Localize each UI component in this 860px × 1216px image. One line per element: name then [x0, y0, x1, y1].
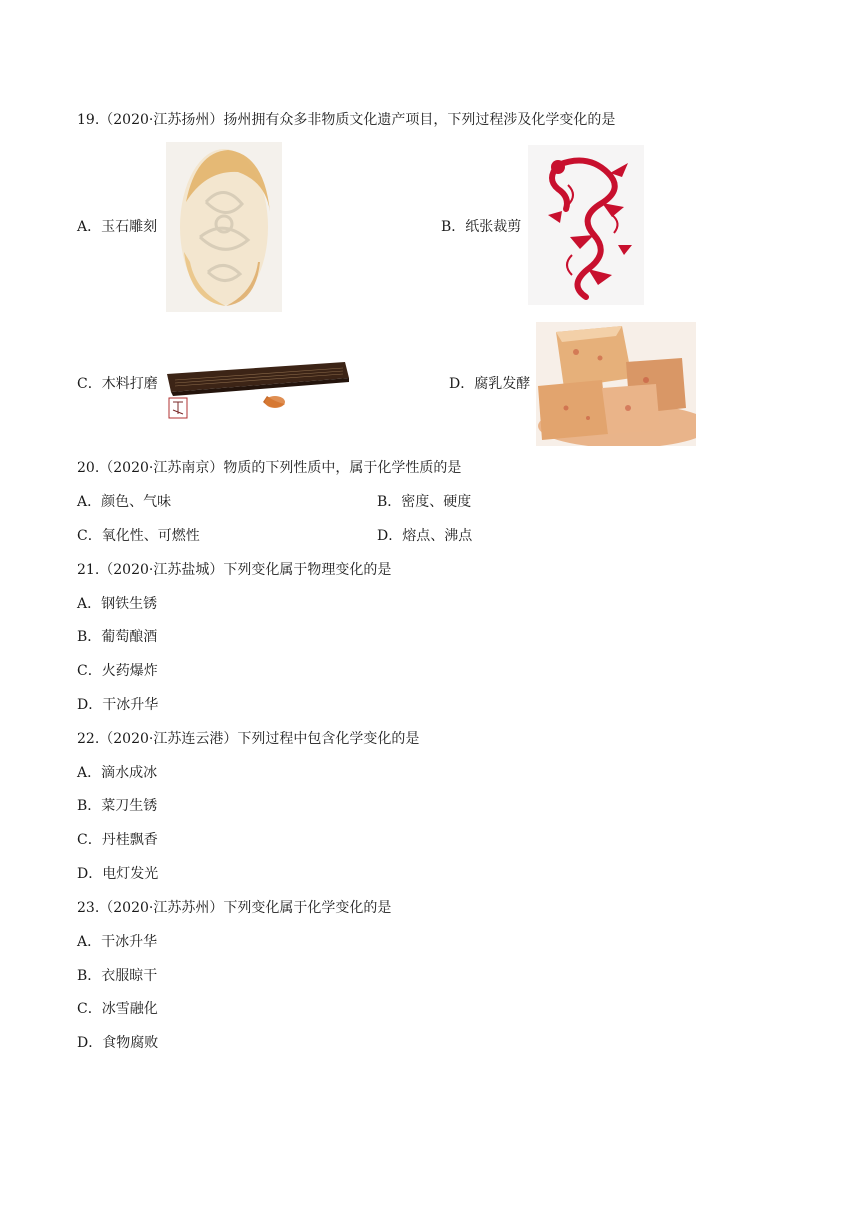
question-21-stem: 21.（2020·江苏盐城）下列变化属于物理变化的是 — [77, 562, 392, 578]
guqin-image — [163, 352, 351, 422]
question-22-stem: 22.（2020·江苏连云港）下列过程中包含化学变化的是 — [77, 731, 420, 747]
carved-jade-image — [166, 142, 282, 312]
q21-option-d: D．干冰升华 — [77, 697, 159, 713]
q19-option-b: B．纸张裁剪 — [441, 219, 522, 235]
fermented-tofu-image — [536, 322, 696, 446]
q21-option-c: C．火药爆炸 — [77, 663, 158, 679]
q19-option-d: D．腐乳发酵 — [449, 376, 531, 392]
q22-option-c: C．丹桂飘香 — [77, 832, 158, 848]
question-19-stem: 19.（2020·江苏扬州）扬州拥有众多非物质文化遗产项目，下列过程涉及化学变化的是 — [77, 112, 616, 128]
q22-option-a: A．滴水成冰 — [77, 765, 158, 781]
red-dragon-papercut-image — [528, 145, 644, 305]
q23-option-d: D．食物腐败 — [77, 1035, 159, 1051]
q20-option-d: D．熔点、沸点 — [377, 528, 473, 544]
q20-option-a: A．颜色、气味 — [77, 494, 172, 510]
q19-option-c: C．木料打磨 — [77, 376, 158, 392]
question-23-stem: 23.（2020·江苏苏州）下列变化属于化学变化的是 — [77, 900, 392, 916]
q20-option-c: C．氧化性、可燃性 — [77, 528, 200, 544]
q23-option-c: C．冰雪融化 — [77, 1001, 158, 1017]
q21-option-b: B．葡萄酿酒 — [77, 629, 158, 645]
q21-option-a: A．钢铁生锈 — [77, 596, 158, 612]
q19-option-a: A．玉石雕刻 — [77, 219, 158, 235]
question-20-stem: 20.（2020·江苏南京）物质的下列性质中，属于化学性质的是 — [77, 460, 462, 476]
q23-option-a: A．干冰升华 — [77, 934, 158, 950]
q23-option-b: B．衣服晾干 — [77, 968, 158, 984]
q22-option-b: B．菜刀生锈 — [77, 798, 158, 814]
q22-option-d: D．电灯发光 — [77, 866, 159, 882]
q20-option-b: B．密度、硬度 — [377, 494, 472, 510]
